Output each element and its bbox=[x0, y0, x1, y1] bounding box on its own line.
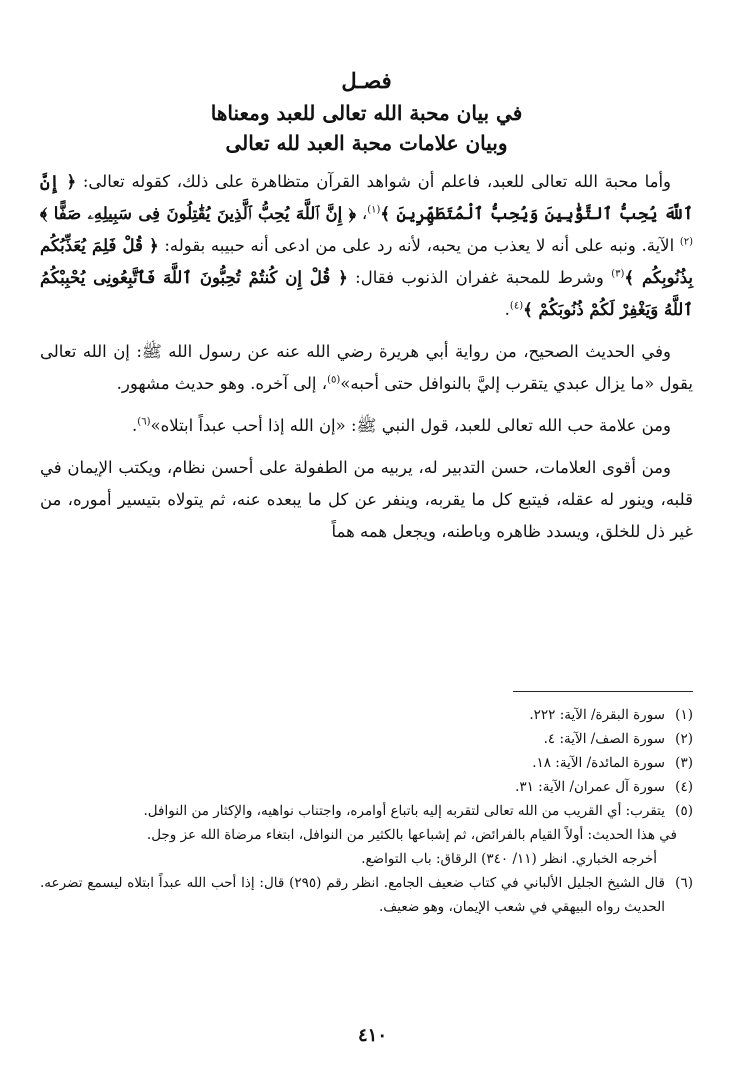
footnote-text: سورة الصف/ الآية: ٤. bbox=[543, 731, 665, 747]
footnote-number: (٢) bbox=[675, 731, 693, 747]
page-body bbox=[40, 66, 693, 558]
text-run: . bbox=[504, 300, 510, 319]
footnote-item bbox=[40, 751, 693, 775]
text-run: ومن علامة حب الله تعالى للعبد، قول النبي ﷺ: «إن الله إذا أحب عبداً ابتلاه» bbox=[150, 416, 671, 435]
footnote-ref: (٤) bbox=[509, 300, 524, 312]
footnote-text: يتقرب: أي القريب من الله تعالى لتقربه إليه باتباع أوامره، واجتناب نواهيه، والإكثار من النوافل. bbox=[143, 803, 665, 819]
text-run: ، bbox=[355, 204, 368, 223]
text-run: الآية. ونبه على أنه لا يعذب من يحبه، لأنه رد على من ادعى أنه حبيبه بقوله: bbox=[158, 236, 680, 255]
section-subtitle-1: في بيان محبة الله تعالى للعبد ومعناها bbox=[210, 101, 523, 125]
paragraph-3 bbox=[40, 410, 693, 442]
footnote-ref: (١) bbox=[367, 204, 381, 216]
text-run: . bbox=[132, 416, 138, 435]
quran-verse: ﴿ إِنَّ ٱللَّهَ يُحِبُّ ٱلَّذِينَ يُقَٰتِلُونَ فِى سَبِيلِهِۦ صَفًّا ﴾ bbox=[40, 204, 356, 223]
section-subtitle-2: وبيان علامات محبة العبد لله تعالى bbox=[225, 131, 508, 155]
text-run: وفي الحديث الصحيح، من رواية أبي هريرة رضي الله عنه عن رسول الله ﷺ: إن الله تعالى يقول «ما يزال عبدي يتقرب إليَّ بالنوافل حتى أحبه» bbox=[40, 342, 693, 393]
text-run: ، إلى آخره. وهو حديث مشهور. bbox=[116, 374, 328, 393]
quran-verse: ﴿ إِنَّ ٱللَّهَ يُحِبُّ ٱلتَّوَّٰبِينَ وَيُحِبُّ ٱلْمُتَطَهِّرِينَ ﴾ bbox=[40, 172, 694, 223]
footnote-ref: (٣) bbox=[611, 268, 625, 280]
footnote-ref: (٢) bbox=[679, 236, 694, 248]
quran-verse: ﴿ قُلْ إِن كُنتُمْ تُحِبُّونَ ٱللَّهَ فَٱتَّبِعُونِى يُحْبِبْكُمُ ٱللَّهُ وَيَغْفِرْ لَكُمْ ذُنُوبَكُمْ ﴾ bbox=[40, 268, 693, 319]
footnote-text: سورة البقرة/ الآية: ٢٢٢. bbox=[529, 707, 665, 723]
footnote-text: سورة المائدة/ الآية: ١٨. bbox=[532, 755, 665, 771]
quran-verse: ﴿ قُلْ فَلِمَ يُعَذِّبُكُم بِذُنُوبِكُم ﴾ bbox=[40, 236, 694, 287]
footnote-number: (٦) bbox=[675, 875, 693, 891]
footnote-number: (٥) bbox=[675, 803, 693, 819]
text-run: وشرط للمحبة غفران الذنوب فقال: bbox=[347, 268, 612, 287]
footnote-item bbox=[40, 871, 693, 919]
section-title: فصـل bbox=[341, 68, 392, 93]
footnote-divider bbox=[513, 691, 693, 692]
page-number: ٤١٠ bbox=[357, 1025, 387, 1046]
paragraph-4: ومن أقوى العلامات، حسن التدبير له، يربيه من الطفولة على أحسن نظام، ويكتب الإيمان في قلبه، وينور له عقله، فيتبع كل ما يقربه، وينفر عن كل ما يبعده عنه، ثم يتولاه بتيسير أموره، من غير ذل للخلق، ويسدد ظاهره وباطنه، ويجعل همه هماً bbox=[40, 458, 693, 541]
footnote-number: (١) bbox=[675, 707, 693, 723]
footnote-text: قال الشيخ الجليل الألباني في كتاب ضعيف الجامع. انظر رقم (٢٩٥) قال: إذا أحب الله عبداً ابتلاه ليسمع تضرعه. الحديث رواه البيهقي في شعب الإيمان، وهو ضعيف. bbox=[40, 875, 665, 915]
footnote-ref: (٥) bbox=[327, 374, 341, 386]
paragraph-1 bbox=[40, 166, 693, 326]
footnotes bbox=[40, 703, 693, 919]
footnote-text: سورة آل عمران/ الآية: ٣١. bbox=[515, 779, 665, 795]
footnote-source: أخرجه الخباري. انظر (١١/ ٣٤٠) الرقاق: باب التواضع. bbox=[361, 851, 657, 867]
footnote-item bbox=[40, 727, 693, 751]
paragraph-2 bbox=[40, 336, 693, 400]
footnote-continuation: في هذا الحديث: أولاً القيام بالفرائض، ثم إشباعها بالكثير من النوافل، ابتغاء مرضاة الله عز وجل. bbox=[146, 827, 677, 843]
footnote-number: (٣) bbox=[675, 755, 693, 771]
footnote-item bbox=[40, 775, 693, 799]
footnote-ref: (٦) bbox=[137, 416, 151, 428]
text-run: وأما محبة الله تعالى للعبد، فاعلم أن شواهد القرآن متظاهرة على ذلك، كقوله تعالى: bbox=[76, 172, 671, 191]
footnote-item bbox=[40, 703, 693, 727]
footnote-number: (٤) bbox=[675, 779, 693, 795]
footnote-item bbox=[40, 799, 693, 823]
